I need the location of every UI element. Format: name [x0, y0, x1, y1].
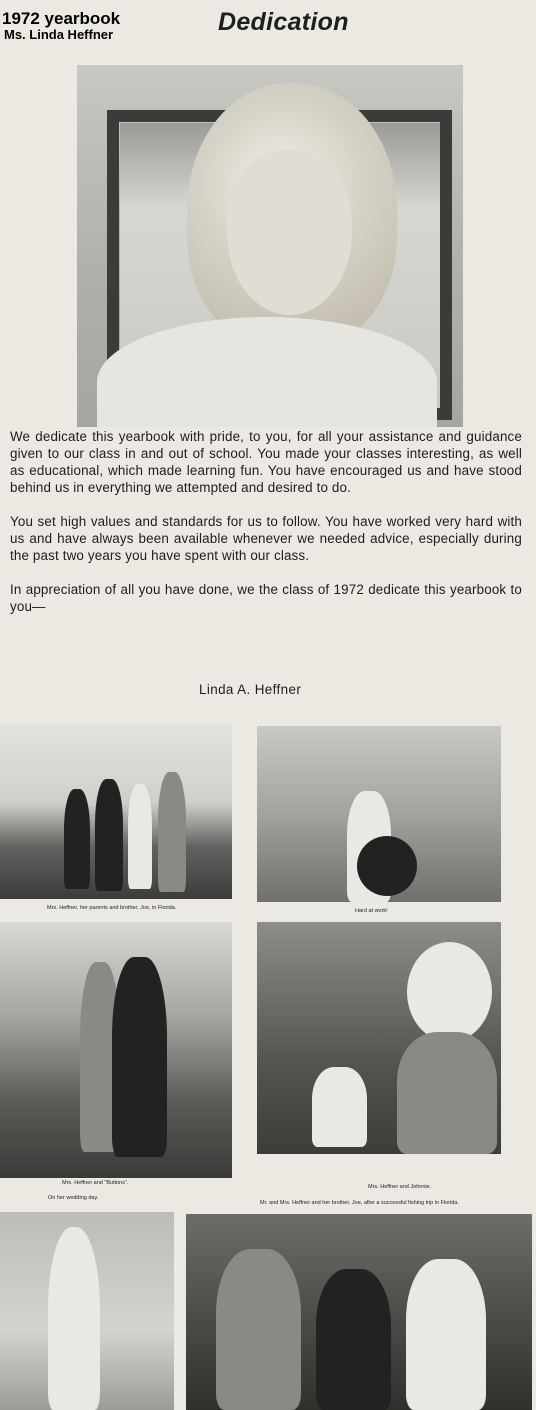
dedication-paragraph-3: In appreciation of all you have done, we the class of 1972 dedicate this yearbook to you— — [10, 582, 522, 614]
caption-family: Mrs. Heffner, her parents and brother, Joe, in Florida. — [47, 905, 177, 911]
dedication-paragraph-1: We dedicate this yearbook with pride, to you, for all your assistance and guidance given to our class in and out of school. You made your classes interesting, as well as educational, which made learning fun. You have encouraged us and have stood behind us in everything we attempted and desired to do. — [10, 429, 522, 495]
page-title: Dedication — [218, 8, 349, 36]
family-photo — [0, 724, 232, 899]
overlay-label — [0, 0, 120, 42]
caption-fishing: Mr. and Mrs. Heffner and her brother, Joe, after a successful fishing trip in Florida. — [260, 1200, 459, 1206]
wedding-photo — [0, 1212, 174, 1410]
caption-buttons: Mrs. Heffner and "Buttons". — [62, 1180, 129, 1186]
label-name: Ms. Linda Heffner — [4, 27, 114, 42]
buttons-photo — [0, 922, 232, 1178]
caption-work: Hard at work! — [355, 908, 388, 914]
label-year: 1972 yearbook — [2, 9, 121, 28]
dedication-paragraph-2: You set high values and standards for us to follow. You have worked very hard with us and have always been available whenever we needed advice, especially during the past two years you have spent with our class. — [10, 514, 522, 563]
johnnie-photo — [257, 922, 501, 1154]
fishing-trip-photo — [186, 1214, 532, 1410]
signature: Linda A. Heffner — [199, 682, 302, 697]
dedication-text — [10, 428, 522, 632]
portrait-photo — [77, 65, 463, 427]
caption-wedding: On her wedding day. — [48, 1195, 99, 1201]
caption-johnnie: Mrs. Heffner and Johnnie. — [368, 1184, 432, 1190]
hard-at-work-photo — [257, 726, 501, 902]
